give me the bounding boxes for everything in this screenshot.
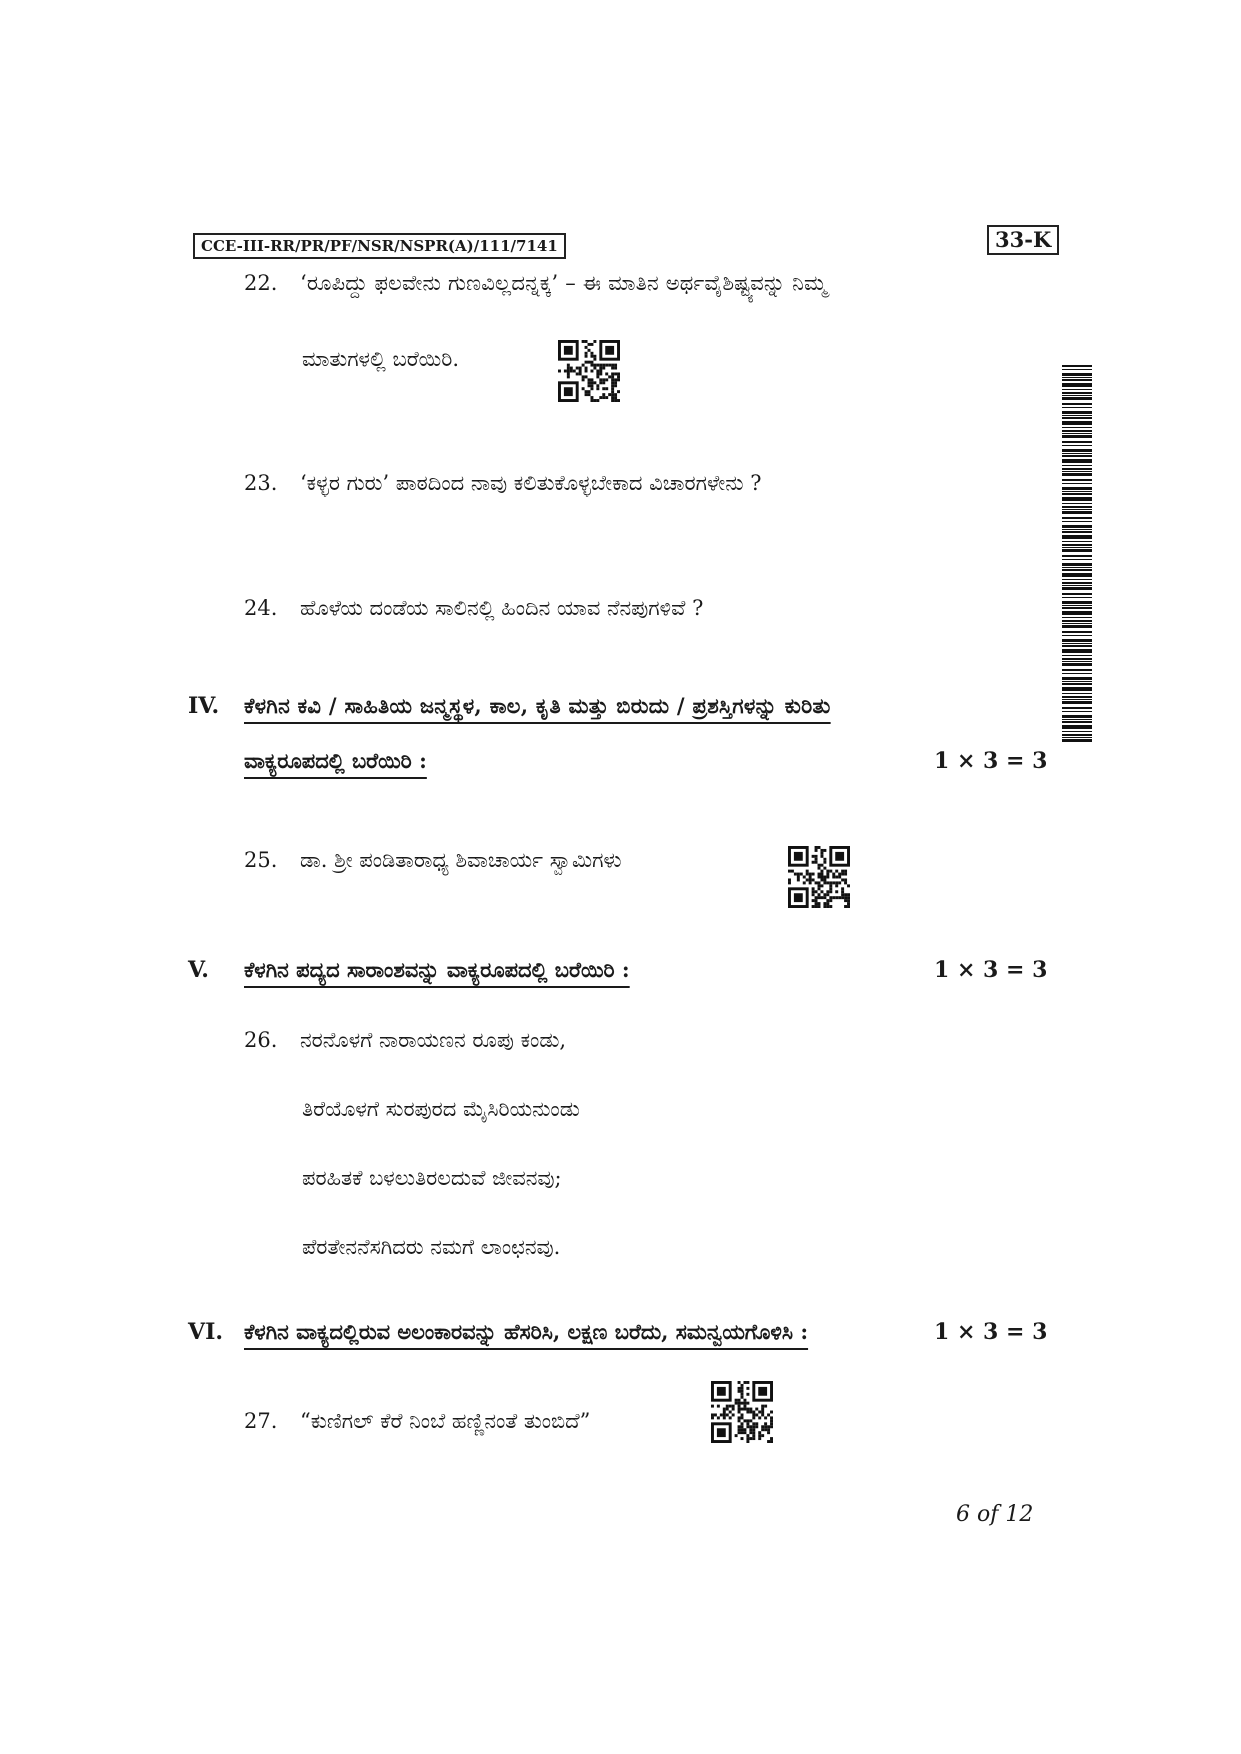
question-26-line1: ನರನೊಳಗೆ ನಾರಾಯಣನ ರೂಪು ಕಂಡು, [300, 1028, 567, 1052]
question-26-line2: ತಿರೆಯೊಳಗೆ ಸುರಪುರದ ಮೈಸಿರಿಯನುಂಡು [302, 1097, 580, 1121]
question-number-22: 22. [244, 271, 278, 295]
question-24-text: ಹೊಳೆಯ ದಂಡೆಯ ಸಾಲಿನಲ್ಲಿ ಹಿಂದಿನ ಯಾವ ನೆನಪುಗಳಿವೆ ? [300, 596, 704, 620]
section-iv-heading-line2: ವಾಕ್ಯರೂಪದಲ್ಲಿ ಬರೆಯಿರಿ : [244, 748, 427, 773]
section-iv-heading-line1: ಕೆಳಗಿನ ಕವಿ / ಸಾಹಿತಿಯ ಜನ್ಮಸ್ಥಳ, ಕಾಲ, ಕೃತಿ ಮತ್ತು ಬಿರುದು / ಪ್ರಶಸ್ತಿಗಳನ್ನು ಕುರಿತು [244, 693, 831, 718]
qr-code-icon [558, 340, 620, 402]
question-number-26: 26. [244, 1028, 278, 1052]
section-iv-marks: 1 × 3 = 3 [934, 748, 1048, 774]
qr-code-icon [788, 846, 850, 908]
section-number-vi: VI. [188, 1319, 224, 1345]
paper-version-code: 33-K [987, 225, 1059, 255]
barcode-icon [1062, 365, 1092, 743]
qr-code-icon [711, 1381, 773, 1443]
question-23-text: ‘ಕಳ್ಳರ ಗುರು’ ಪಾಠದಿಂದ ನಾವು ಕಲಿತುಕೊಳ್ಳಬೇಕಾದ ವಿಚಾರಗಳೇನು ? [300, 471, 762, 495]
section-vi-heading: ಕೆಳಗಿನ ವಾಕ್ಯದಲ್ಲಿರುವ ಅಲಂಕಾರವನ್ನು ಹೆಸರಿಸಿ, ಲಕ್ಷಣ ಬರೆದು, ಸಮನ್ವಯಗೊಳಿಸಿ : [244, 1319, 809, 1344]
question-number-25: 25. [244, 848, 278, 872]
question-number-24: 24. [244, 596, 278, 620]
question-number-27: 27. [244, 1409, 278, 1433]
section-vi-marks: 1 × 3 = 3 [934, 1319, 1048, 1345]
question-26-line4: ಪೆರತೇನನೆಸಗಿದರು ನಮಗೆ ಲಾಂಛನವು. [302, 1235, 561, 1259]
question-26-line3: ಪರಹಿತಕೆ ಬಳಲುತಿರಲದುವೆ ಜೀವನವು; [302, 1166, 562, 1190]
question-25-text: ಡಾ. ಶ್ರೀ ಪಂಡಿತಾರಾಧ್ಯ ಶಿವಾಚಾರ್ಯ ಸ್ವಾಮಿಗಳು [300, 848, 622, 872]
question-number-23: 23. [244, 471, 278, 495]
section-v-heading: ಕೆಳಗಿನ ಪದ್ಯದ ಸಾರಾಂಶವನ್ನು ವಾಕ್ಯರೂಪದಲ್ಲಿ ಬರೆಯಿರಿ : [244, 957, 630, 982]
page-number: 6 of 12 [956, 1502, 1034, 1527]
section-number-v: V. [188, 957, 209, 983]
paper-code-label: CCE-III-RR/PR/PF/NSR/NSPR(A)/111/7141 [193, 233, 566, 259]
question-27-text: “ಕುಣಿಗಲ್ ಕೆರೆ ನಿಂಬೆ ಹಣ್ಣಿನಂತೆ ತುಂಬಿದೆ” [300, 1409, 591, 1433]
section-number-iv: IV. [188, 693, 220, 719]
section-v-marks: 1 × 3 = 3 [934, 957, 1048, 983]
question-22-text-line2: ಮಾತುಗಳಲ್ಲಿ ಬರೆಯಿರಿ. [302, 347, 459, 371]
question-22-text-line1: ‘ರೂಪಿದ್ದು ಫಲವೇನು ಗುಣವಿಲ್ಲದನ್ನಕ್ಕ’ – ಈ ಮಾತಿನ ಅರ್ಥವೈಶಿಷ್ಟ್ಯವನ್ನು ನಿಮ್ಮ [300, 271, 828, 295]
